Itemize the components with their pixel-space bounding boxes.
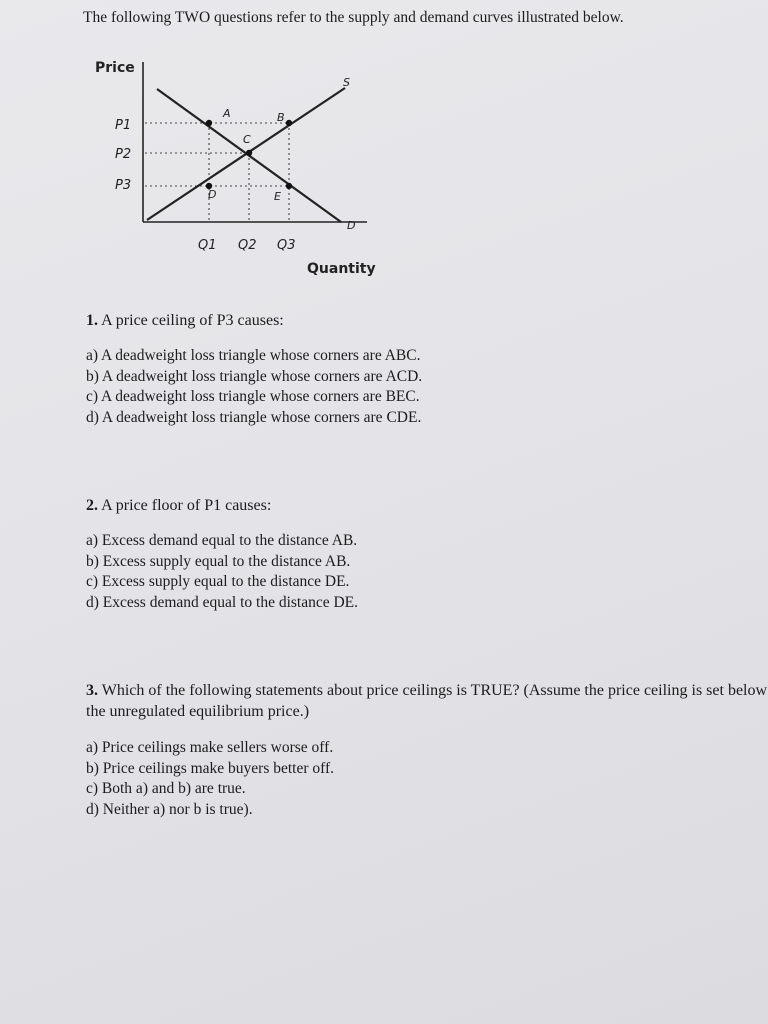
question-2-options: [86, 531, 358, 613]
demand-curve-label: D: [347, 219, 356, 232]
question-1-option-b[interactable]: b) A deadweight loss triangle whose corners are ACD.: [86, 367, 423, 385]
price-label-p3: P3: [115, 178, 132, 193]
intro-text: The following TWO questions refer to the supply and demand curves illustrated below.: [83, 9, 624, 26]
point-c: [246, 150, 252, 156]
supply-curve-label: S: [343, 76, 350, 89]
question-2-number: 2.: [86, 497, 98, 514]
question-1-option-a[interactable]: a) A deadweight loss triangle whose corners are ABC.: [86, 347, 421, 364]
question-1-options: [86, 346, 422, 428]
question-2-option-c[interactable]: c) Excess supply equal to the distance DE.: [86, 573, 350, 590]
question-1-text: A price ceiling of P3 causes:: [101, 312, 284, 329]
quantity-label-q3: Q3: [277, 238, 296, 253]
question-1-stem: [86, 312, 422, 330]
quantity-label-q1: Q1: [198, 238, 217, 253]
question-2-option-b[interactable]: b) Excess supply equal to the distance AB.: [86, 552, 351, 570]
point-label-d: D: [208, 188, 217, 201]
price-label-p1: P1: [115, 118, 132, 133]
question-2-option-a[interactable]: a) Excess demand equal to the distance AB.: [86, 532, 358, 549]
point-e: [286, 183, 292, 189]
question-3-option-b[interactable]: b) Price ceilings make buyers better off.: [86, 759, 335, 777]
question-3-stem: [86, 680, 768, 722]
y-axis-label: Price: [95, 60, 135, 76]
question-3: [86, 680, 768, 820]
x-axis-label: Quantity: [307, 261, 376, 277]
point-label-b: B: [277, 111, 285, 124]
question-1-option-c[interactable]: c) A deadweight loss triangle whose corners are BEC.: [86, 388, 420, 405]
point-label-a: A: [223, 107, 231, 120]
question-2: [86, 497, 358, 613]
point-label-e: E: [274, 190, 281, 203]
point-b: [286, 120, 292, 126]
point-label-c: C: [243, 133, 251, 146]
question-3-number: 3.: [86, 682, 98, 699]
supply-demand-graph: [85, 52, 385, 277]
quantity-label-q2: Q2: [238, 238, 257, 253]
question-3-text: Which of the following statements about price ceilings is TRUE? (Assume the price ceiling is set below the unregulated equilibrium price.): [86, 682, 768, 720]
question-1-number: 1.: [86, 312, 98, 329]
question-3-option-a[interactable]: a) Price ceilings make sellers worse off.: [86, 739, 334, 756]
price-label-p2: P2: [115, 147, 132, 162]
question-2-text: A price floor of P1 causes:: [101, 497, 272, 514]
point-a: [206, 120, 212, 126]
question-3-options: [86, 738, 768, 820]
question-2-option-d[interactable]: d) Excess demand equal to the distance DE.: [86, 593, 359, 611]
question-1: [86, 312, 422, 428]
question-2-stem: [86, 497, 358, 515]
question-1-option-d[interactable]: d) A deadweight loss triangle whose corners are CDE.: [86, 408, 422, 426]
question-3-option-d[interactable]: d) Neither a) nor b is true).: [86, 800, 253, 818]
question-3-option-c[interactable]: c) Both a) and b) are true.: [86, 780, 246, 797]
